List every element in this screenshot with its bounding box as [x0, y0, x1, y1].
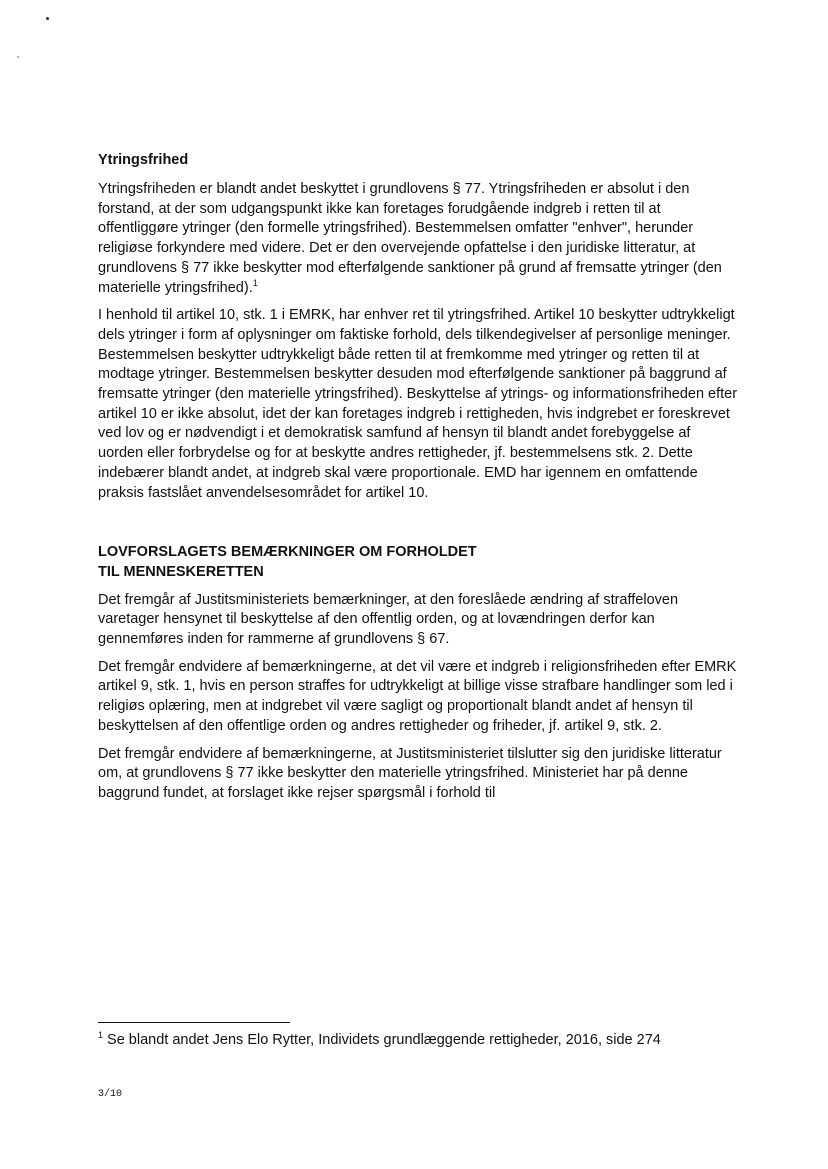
- paragraph: Det fremgår endvidere af bemærkningerne, at det vil være et indgreb i religionsfriheden efter EMRK artikel 9, stk. 1, hvis en person straffes for udtrykkeligt at billige visse strafbare handlinger som led i religiøs oplæring, men at indgrebet vil være sagligt og proportionalt blandt andet af hensyn til beskyttelsen af den offentlige orden og andres rettigheder og friheder, jf. artikel 9, stk. 2.: [98, 658, 737, 734]
- paragraph: [98, 180, 738, 298]
- paragraph: Det fremgår af Justitsministeriets bemærkninger, at den foreslåede ændring af straffeloven varetager hensynet til beskyttelse af den offentlig orden, og at lovændringen derfor kan gennemføres inden for rammerne af grundlovens § 67.: [98, 591, 679, 648]
- section-heading-lovforslagets-bemaerkninger: LOVFORSLAGETS BEMÆRKNINGER OM FORHOLDET TIL MENNESKERETTEN: [98, 544, 477, 580]
- scan-speck: [46, 17, 49, 20]
- section-heading-ytringsfrihed: Ytringsfrihed: [98, 152, 189, 168]
- paragraph-text: Ytringsfriheden er blandt andet beskyttet i grundlovens § 77. Ytringsfriheden er absolut i den forstand, at der som udgangspunkt ikke kan foretages forudgående indgreb i retten til at offentliggøre ytringer (den formelle ytringsfrihed). Bestemmelsen omfatter "enhver", herunder religiøse forkyndere med videre. Det er den overvejende opfattelse i den juridiske litteratur, at grundlovens § 77 ikke beskytter mod efterfølgende sanktioner på grund af fremsatte ytringer (den materielle ytringsfrihed).: [98, 181, 722, 296]
- footnote: [98, 1030, 738, 1050]
- footnote-divider: [98, 1022, 290, 1023]
- scan-speck: [17, 56, 19, 58]
- page-content: [98, 150, 738, 812]
- footnote-text: Se blandt andet Jens Elo Rytter, Individets grundlæggende rettigheder, 2016, side 274: [107, 1032, 661, 1048]
- footnote-number: 1: [98, 1030, 104, 1041]
- footnote-reference[interactable]: 1: [252, 277, 258, 288]
- paragraph: Det fremgår endvidere af bemærkningerne, at Justitsministeriet tilslutter sig den juridiske litteratur om, at grundlovens § 77 ikke beskytter den materielle ytringsfrihed. Ministeriet har på denne baggrund fundet, at forslaget ikke rejser spørgsmål i forhold til: [98, 745, 722, 801]
- page-number: 3/10: [98, 1089, 123, 1100]
- paragraph: I henhold til artikel 10, stk. 1 i EMRK, har enhver ret til ytringsfrihed. Artikel 10 beskytter udtrykkeligt dels ytringer i form af oplysninger om faktiske forhold, dels tilkendegivelser af personlige meninger. Bestemmelsen beskytter udtrykkeligt både retten til at fremkomme med ytringer og retten til at modtage ytringer. Bestemmelsen beskytter desuden mod efterfølgende sanktioner på baggrund af fremsatte ytringer (den materielle ytringsfrihed). Beskyttelse af ytrings- og informationsfriheden efter artikel 10 er ikke absolut, idet der kan foretages indgreb i rettigheden, hvis indgrebet er foreskrevet ved lov og er nødvendigt i et demokratisk samfund af hensyn til blandt andet forebyggelse af uorden eller forbrydelse og for at beskytte andres rettigheder, jf. bestemmelsens stk. 2. Dette indebærer blandt andet, at indgreb skal være proportionale. EMD har igennem en omfattende praksis fastslået anvendelsesområdet for artikel 10.: [98, 307, 738, 501]
